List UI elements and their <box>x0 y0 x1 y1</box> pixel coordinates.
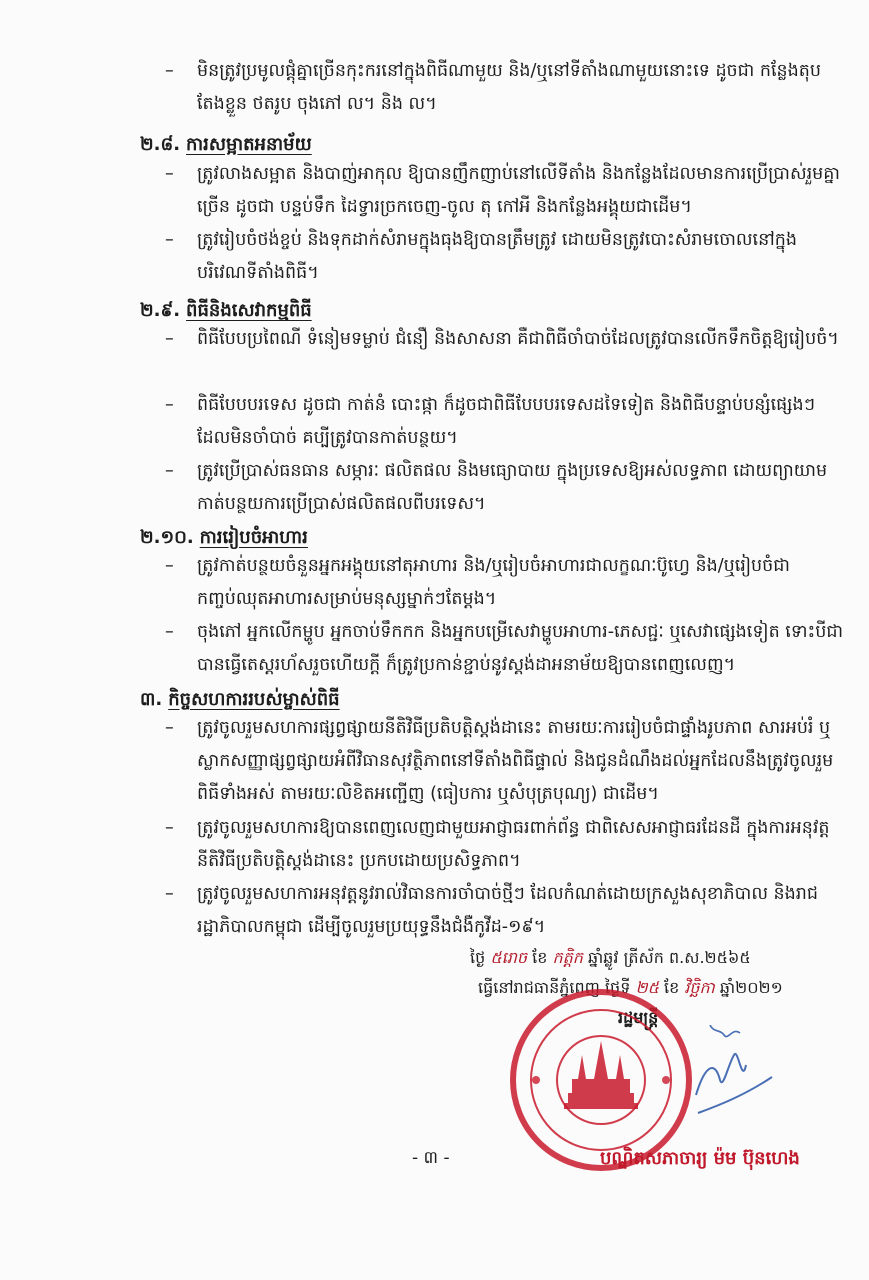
page-number: - ៣ - <box>412 1148 450 1168</box>
lunar-date-month: កត្តិក <box>552 948 583 967</box>
section-heading <box>140 130 312 160</box>
bullet-dash-icon: – <box>165 164 174 184</box>
bullet-text: ត្រូវកាត់បន្ថយចំនួនអ្នកអង្គុយនៅតុអាហារ និង/ឬរៀបចំអាហារជាលក្ខណៈប៊ូហ្វេ និង/ឬរៀបចំជាកញ្ចប់ឈុតអាហារសម្រាប់មនុស្សម្នាក់ៗតែម្តង។ <box>197 556 790 609</box>
bullet-item <box>165 55 845 121</box>
bullet-dash-icon: – <box>165 461 174 481</box>
bullet-text: មិនត្រូវប្រមូលផ្តុំគ្នាច្រើនកុះករនៅក្នុងពិធីណាមួយ និង/ឬនៅទីតាំងណាមួយនោះទេ ដូចជា កន្លែងតុបតែងខ្លួន ថតរូប ចុងភៅ ល។ និង ល។ <box>197 61 821 114</box>
section-heading <box>140 685 340 715</box>
bullet-item <box>165 224 845 290</box>
section-title: ការសម្អាតអនាម័យ <box>186 134 312 155</box>
signer-role: រដ្ឋមន្ត្រី <box>618 1008 659 1027</box>
section-title: កិច្ចសហការរបស់ម្ចាស់ពិធី <box>168 689 340 710</box>
bullet-dash-icon: – <box>165 230 174 250</box>
bullet-dash-icon: – <box>165 61 174 81</box>
solar-date-mid: ខែ <box>663 978 680 997</box>
lunar-date-sep: ខែ <box>532 948 548 967</box>
solar-date-day: ២៥ <box>635 978 659 997</box>
bullet-dash-icon: – <box>165 818 174 838</box>
bullet-dash-icon: – <box>165 556 174 576</box>
bullet-item <box>165 455 845 521</box>
bullet-item <box>165 878 845 944</box>
bullet-item <box>165 712 845 811</box>
bullet-item <box>165 389 845 455</box>
bullet-dash-icon: – <box>165 395 174 415</box>
signer-name: បណ្ឌិតសភាចារ្យ ម៉ម ប៊ុនហេង <box>600 1148 800 1169</box>
section-number: ២.៨. <box>140 134 181 155</box>
bullet-text: ពិធីបែបប្រពៃណី ទំនៀមទម្លាប់ ជំនឿ និងសាសនា គឺជាពិធីចាំបាច់ដែលត្រូវបានលើកទឹកចិត្តឱ្យរៀបចំ។ <box>197 329 839 349</box>
lunar-date-suffix: ឆ្នាំឆ្លូវ ត្រីស័ក ព.ស.២៥៦៥ <box>588 948 751 967</box>
section-heading <box>140 523 308 553</box>
section-number: ៣. <box>140 689 163 710</box>
bullet-text: ពិធីបែបបរទេស ដូចជា កាត់នំ បោះផ្កា ក៏ដូចជាពិធីបែបបរទេសដទៃទៀត និងពិធីបន្ទាប់បន្សំផ្សេងៗ ដែលមិនចាំបាច់ គប្បីត្រូវបានកាត់បន្ថយ។ <box>197 395 816 448</box>
section-title: ការរៀបចំអាហារ <box>199 527 308 548</box>
bullet-dash-icon: – <box>165 622 174 642</box>
lunar-date-prefix: ថ្ងៃ <box>470 948 486 967</box>
bullet-item <box>165 158 845 224</box>
bullet-text: ត្រូវចូលរួមសហការឱ្យបានពេញលេញជាមួយអាជ្ញាធរពាក់ព័ន្ធ ជាពិសេសអាជ្ញាធរដែនដី ក្នុងការអនុវត្តនីតិវិធីប្រតិបត្តិស្តង់ដានេះ ប្រកបដោយប្រសិទ្ធភាព។ <box>197 818 830 871</box>
bullet-item <box>165 812 845 878</box>
bullet-text: ត្រូវរៀបចំថង់ខ្ចប់ និងទុកដាក់សំរាមក្នុងធុងឱ្យបានត្រឹមត្រូវ ដោយមិនត្រូវបោះសំរាមចោលនៅក្នុងបរិវេណទីតាំងពិធី។ <box>197 230 797 283</box>
solar-date-prefix: ធ្វើនៅរាជធានីភ្នំពេញ ថ្ងៃទី <box>478 978 631 997</box>
solar-date-month: វិច្ឆិកា <box>684 978 715 997</box>
bullet-text: ត្រូវប្រើប្រាស់ធនធាន សម្ភារៈ ផលិតផល និងមធ្យោបាយ ក្នុងប្រទេសឱ្យអស់លទ្ធភាព ដោយព្យាយាមកាត់បន្ថយការប្រើប្រាស់ផលិតផលពីបរទេស។ <box>197 461 828 514</box>
bullet-text: ចុងភៅ អ្នកលើកម្ហូប អ្នកចាប់ទឹកកក និងអ្នកបម្រើសេវាម្ហូបអាហារ-ភេសជ្ជៈ ឬសេវាផ្សេងទៀត ទោះបីជាបានធ្វើតេស្តរហ័សរួចហើយក្តី ក៏ត្រូវប្រកាន់ខ្ជាប់នូវស្តង់ដាអនាម័យឱ្យបានពេញលេញ។ <box>197 622 843 675</box>
solar-date-suffix: ឆ្នាំ២០២១ <box>719 978 783 997</box>
bullet-dash-icon: – <box>165 718 174 738</box>
lunar-date-line <box>470 943 860 973</box>
section-title: ពិធីនិងសេវាកម្មពិធី <box>186 300 312 321</box>
section-heading <box>140 296 312 326</box>
section-number: ២.១០. <box>140 527 194 548</box>
bullet-text: ត្រូវលាងសម្អាត និងបាញ់អាកុល ឱ្យបានញឹកញាប់នៅលើទីតាំង និងកន្លែងដែលមានការប្រើប្រាស់រួមគ្នាច្រើន ដូចជា បន្ទប់ទឹក ដៃទ្វារច្រកចេញ-ចូល តុ កៅអី និងកន្លែងអង្គុយជាដើម។ <box>197 164 840 217</box>
section-number: ២.៩. <box>140 300 181 321</box>
bullet-dash-icon: – <box>165 329 174 349</box>
lunar-date-day: ៥រោច <box>490 948 528 967</box>
bullet-item <box>165 550 845 616</box>
bullet-dash-icon: – <box>165 884 174 904</box>
handwritten-signature-icon <box>690 1025 780 1120</box>
bullet-text: ត្រូវចូលរួមសហការផ្សព្វផ្សាយនីតិវិធីប្រតិបត្តិស្តង់ដានេះ តាមរយៈការរៀបចំជាផ្ទាំងរូបភាព សារអប់រំ ឬស្លាកសញ្ញាផ្សព្វផ្សាយអំពីវិធានសុវត្ថិភាពនៅទីតាំងពិធីផ្ទាល់ និងជូនដំណឹងដល់អ្នកដែលនឹងត្រូវចូលរួមពិធីទាំងអស់ តាមរយៈលិខិតអញ្ជើញ (ធៀបការ ឬសំបុត្របុណ្យ) ជាដើម។ <box>197 718 834 804</box>
bullet-item <box>165 323 845 356</box>
bullet-item <box>165 616 845 682</box>
bullet-text: ត្រូវចូលរួមសហការអនុវត្តនូវរាល់វិធានការចាំបាច់ថ្មីៗ ដែលកំណត់ដោយក្រសួងសុខាភិបាល និងរាជរដ្ឋាភិបាលកម្ពុជា ដើម្បីចូលរួមប្រយុទ្ធនឹងជំងឺកូវីដ-១៩។ <box>197 884 818 937</box>
